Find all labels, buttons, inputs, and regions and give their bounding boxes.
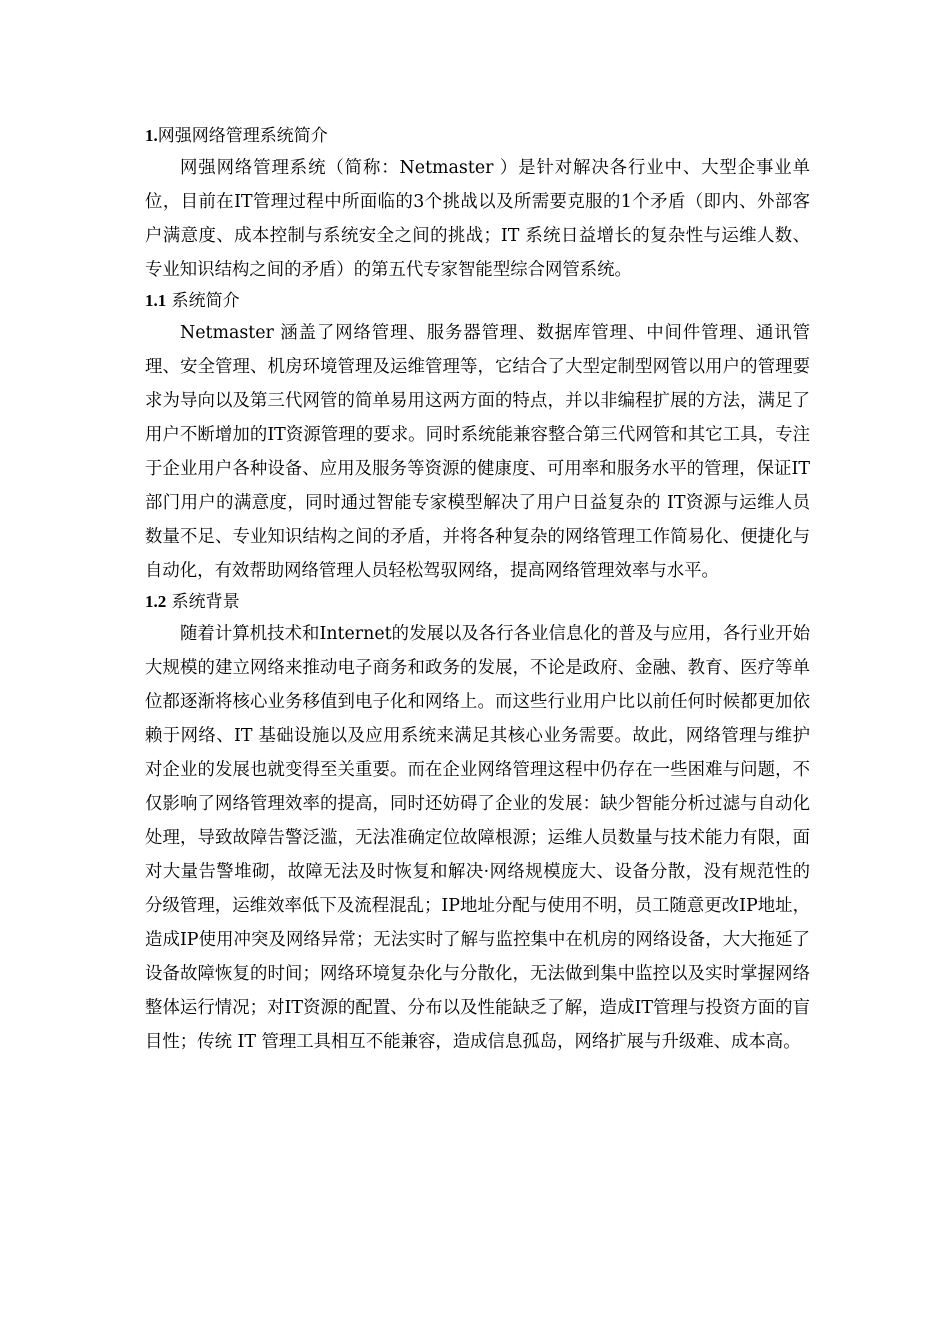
section-number: 1.2: [145, 592, 167, 611]
paragraph-system-overview: Netmaster 涵盖了网络管理、服务器管理、数据库管理、中间件管理、通讯管理、安全管理、机房环境管理及运维管理等，它结合了大型定制型网管以用户的管理要求为导向以及第三代网管的简单易用这两方面的特点，并以非编程扩展的方法，满足了用户不断增加的IT资源管理的要求。同时系统能兼容整合第三代网管和其它工具，专注于企业用户各种设备、应用及服务等资源的健康度、可用率和服务水平的管理，保证IT部门用户的满意度，同时通过智能专家模型解决了用户日益复杂的 IT资源与运维人员数量不足、专业知识结构之间的矛盾，并将各种复杂的网络管理工作简易化、便捷化与自动化，有效帮助网络管理人员轻松驾驭网络，提高网络管理效率与水平。: [145, 323, 810, 581]
section-number: 1.1: [145, 291, 167, 310]
section-title: 系统简介: [166, 291, 240, 311]
paragraph-system-background: 随着计算机技术和Internet的发展以及各行各业信息化的普及与应用，各行业开始大规模的建立网络来推动电子商务和政务的发展，不论是政府、金融、教育、医疗等单位都逐渐将核心业务移值到电子化和网络上。而这些行业用户比以前任何时候都更加依赖于网络、IT 基础设施以及应用系统来满足其核心业务需要。故此，网络管理与维护对企业的发展也就变得至关重要。而在企业网络管理这程中仍存在一些困难与问题，不仅影响了网络管理效率的提高，同时还妨碍了企业的发展：缺少智能分析过滤与自动化处理，导致故障告警泛滥，无法准确定位故障根源；运维人员数量与技术能力有限，面对大量告警堆砌，故障无法及时恢复和解决·网络规模庞大、设备分散，没有规范性的分级管理，运维效率低下及流程混乱；IP地址分配与使用不明，员工随意更改IP地址，造成IP使用冲突及网络异常；无法实时了解与监控集中在机房的网络设备，大大拖延了设备故障恢复的时间；网络环境复杂化与分散化，无法做到集中监控以及实时掌握网络整体运行情况；对IT资源的配置、分布以及性能缺乏了解，造成IT管理与投资方面的盲目性；传统 IT 管理工具相互不能兼容，造成信息孤岛，网络扩展与升级难、成本高。: [145, 624, 810, 1052]
section-number: 1.: [145, 126, 158, 145]
section-heading-1: [145, 124, 810, 148]
section-title: 网强网络管理系统简介: [157, 126, 328, 146]
section-heading-1-2: [145, 590, 810, 614]
paragraph-intro: 网强网络管理系统（简称：Netmaster ）是针对解决各行业中、大型企事业单位，目前在IT管理过程中所面临的3个挑战以及所需要克服的1个矛盾（即内、外部客户满意度、成本控制与系统安全之间的挑战；IT 系统日益增长的复杂性与运维人数、专业知识结构之间的矛盾）的第五代专家智能型综合网管系统。: [145, 158, 810, 280]
document-body: [145, 124, 810, 1061]
section-heading-1-1: [145, 289, 810, 313]
section-title: 系统背景: [166, 592, 240, 612]
